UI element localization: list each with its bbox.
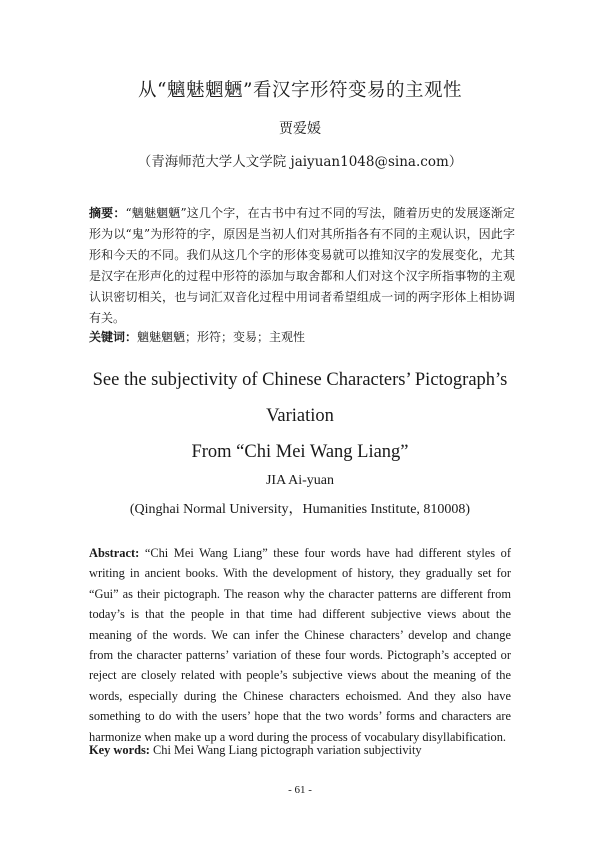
english-abstract-text: “Chi Mei Wang Liang” these four words have had different styles of writing in ancient books. With the development of history, they gradually set for “Gui” as their pictograph. The reason why the character patterns are different from today’s is that the people in that time had different subjective views about the meaning of the words. We can infer the Chinese characters’ develop and change from the character patterns’ variation of these four words. Pictograph’s accepted or reject are closely related with people’s subjective views about the meaning of the words, especially during the Chinese characters echoismed. And they also have something to do with the users’ hope that the two words’ forms and characters are harmonize when make up a word during the process of vocabulary disyllabification. — [89, 546, 511, 744]
chinese-author: 贾爱媛 — [279, 121, 321, 137]
chinese-title: 从“魑魅魍魉”看汉字形符变易的主观性 — [138, 80, 462, 101]
english-title-line-3: From “Chi Mei Wang Liang” — [191, 442, 409, 462]
chinese-abstract-label: 摘要： — [89, 206, 126, 220]
chinese-abstract-text: “魑魅魍魉”这几个字，在古书中有过不同的写法，随着历史的发展逐渐定形为以“鬼”为形符的字，原因是当初人们对其所指各有不同的主观认识，因此字形和今天的不同。我们从这几个字的形体变易就可以推知汉字的发展变化，尤其是汉字在形声化的过程中形符的添加与取舍都和人们对这个汉字所指事物的主观认识密切相关，也与词汇双音化过程中用词者希望组成一词的两字形体上相协调有关。 — [89, 206, 515, 325]
english-title-line-2: Variation — [266, 406, 334, 426]
chinese-keywords-label: 关键词： — [89, 330, 138, 344]
english-keywords — [89, 740, 515, 760]
english-author: JIA Ai-yuan — [265, 473, 335, 488]
chinese-keywords — [89, 327, 515, 348]
english-abstract-label: Abstract: — [89, 546, 140, 560]
chinese-keywords-text: 魑魅魍魉；形符；变易；主观性 — [137, 330, 306, 344]
chinese-abstract — [89, 203, 515, 329]
english-keywords-label: Key words: — [89, 743, 150, 757]
english-keywords-text: Chi Mei Wang Liang pictograph variation subjectivity — [153, 743, 422, 757]
english-title-line-1: See the subjectivity of Chinese Characters’ Pictograph’s — [92, 370, 508, 390]
chinese-affiliation: （青海师范大学人文学院 jaiyuan1048@sina.com） — [137, 154, 463, 170]
english-affiliation: (Qinghai Normal University，Humanities Institute, 810008) — [129, 502, 471, 517]
page-number: - 61 - — [288, 784, 312, 796]
english-abstract — [89, 543, 511, 747]
